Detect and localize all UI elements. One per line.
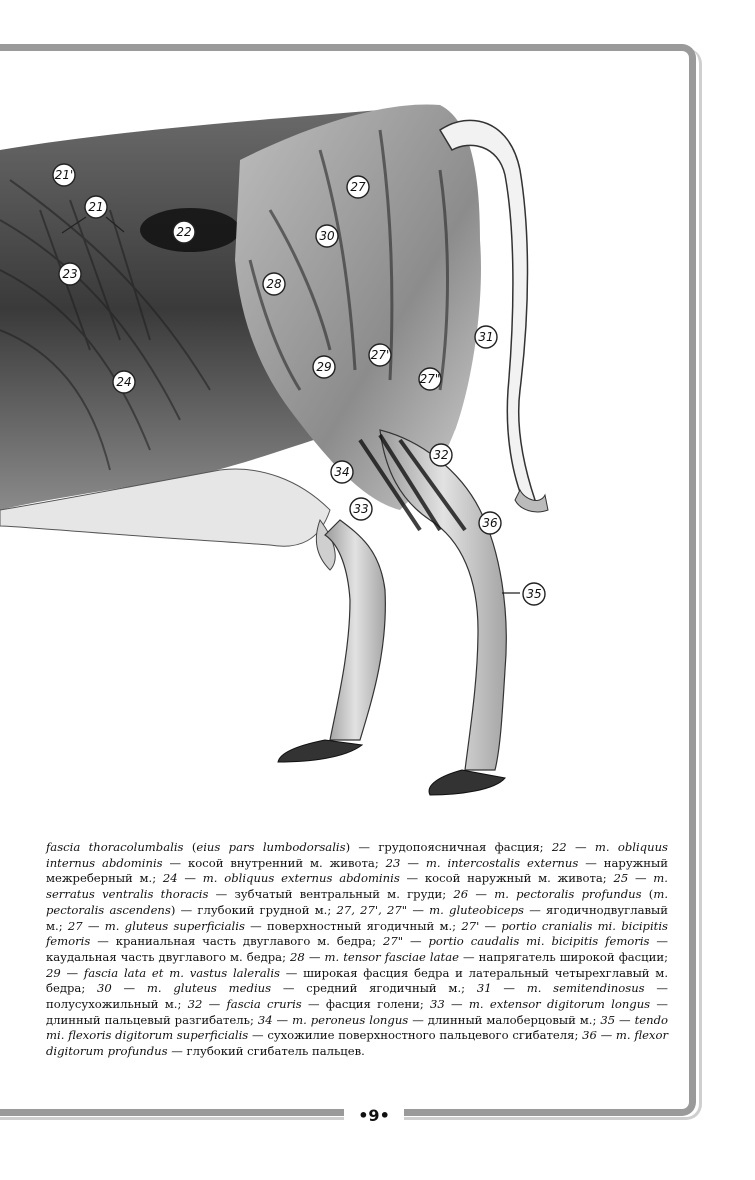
marker-33 xyxy=(350,498,372,520)
caption-latin-term: 30 — m. gluteus medius xyxy=(97,981,272,996)
marker-27-prime xyxy=(369,344,391,366)
caption-latin-term: 24 — m. obliquus externus abdominis xyxy=(162,871,400,886)
caption-latin-term: 31 — m. semitendinosus xyxy=(476,981,645,996)
caption-latin-term: 35 — tendo mi. flexoris digitorum superficialis xyxy=(46,1012,668,1043)
caption-latin-term: 27 — m. gluteus superficialis xyxy=(67,918,245,933)
caption-latin-term: 25 — m. serratus ventralis thoracis xyxy=(46,871,668,902)
caption-text: — зубчатый вентральный м. груди; xyxy=(208,887,454,902)
svg-text:29: 29 xyxy=(316,360,332,374)
svg-text:28: 28 xyxy=(266,277,282,291)
cow-muscle-illustration xyxy=(0,90,700,830)
caption-latin-term: 34 — m. peroneus longus xyxy=(257,1012,409,1027)
marker-24 xyxy=(113,371,135,393)
marker-31 xyxy=(475,326,497,348)
marker-27 xyxy=(347,176,369,198)
caption-latin-term: 26 — m. pectoralis profundus xyxy=(453,887,642,902)
marker-28 xyxy=(263,273,285,295)
caption-latin-term: 33 — m. extensor digitorum longus xyxy=(430,997,651,1012)
figure-caption xyxy=(46,840,668,1060)
caption-latin-term: 36 — m. flexor digitorum profundus xyxy=(46,1028,668,1059)
caption-text: — сухожилие поверхностного пальцевого сгибателя; xyxy=(248,1028,583,1043)
page-number: •9• xyxy=(344,1104,404,1128)
marker-27-double-prime xyxy=(419,368,441,390)
caption-latin-term: 27, 27', 27" — m. gluteobiceps xyxy=(336,902,525,917)
marker-21-prime xyxy=(53,164,75,186)
caption-latin-term: 28 — m. tensor fasciae latae xyxy=(290,949,459,964)
caption-text: ( xyxy=(641,887,654,902)
caption-text: — фасция голени; xyxy=(301,997,431,1012)
svg-text:21: 21 xyxy=(88,200,104,214)
svg-text:33: 33 xyxy=(353,502,369,516)
hind-hoof xyxy=(429,770,505,795)
svg-text:27": 27" xyxy=(419,372,441,386)
marker-32 xyxy=(430,444,452,466)
caption-text: ) — грудопоясничная фасция; xyxy=(345,840,552,854)
marker-35 xyxy=(523,583,545,605)
marker-21 xyxy=(85,196,107,218)
marker-36 xyxy=(479,512,501,534)
caption-text: — напрягатель широкой фасции; xyxy=(458,949,668,964)
svg-text:31: 31 xyxy=(478,330,494,344)
marker-22 xyxy=(173,221,195,243)
caption-latin-term: 27' — portio cranialis mi. bicipitis femoris xyxy=(46,918,668,949)
marker-30 xyxy=(316,225,338,247)
svg-text:34: 34 xyxy=(334,465,350,479)
svg-text:23: 23 xyxy=(62,267,78,281)
svg-text:21': 21' xyxy=(54,168,74,182)
caption-text: — полусухожильный м.; xyxy=(46,981,668,1012)
caption-text: — широкая фасция бедра и латеральный четырехглавый м. бедра; xyxy=(46,965,669,996)
caption-latin-term: eius pars lumbodorsalis xyxy=(196,840,346,854)
caption-text: — длинный малоберцовый м.; xyxy=(408,1012,601,1027)
caption-text: — ягодичнодвуглавый м.; xyxy=(46,902,668,933)
caption-text: — глубокий сгибатель пальцев. xyxy=(167,1044,365,1059)
svg-text:36: 36 xyxy=(482,516,498,530)
caption-text: — косой внутренний м. живота; xyxy=(162,855,386,870)
caption-latin-term: fascia thoracolumbalis xyxy=(46,840,184,854)
svg-text:32: 32 xyxy=(433,448,449,462)
svg-text:24: 24 xyxy=(116,375,132,389)
front-hoof xyxy=(278,740,362,762)
caption-text: — краниальная часть двуглавого м. бедра; xyxy=(90,934,383,949)
svg-text:30: 30 xyxy=(319,229,335,243)
svg-text:22: 22 xyxy=(176,225,192,239)
caption-text: — длинный пальцевый разгибатель; xyxy=(46,997,669,1027)
caption-text: — косой наружный м. живота; xyxy=(399,871,614,886)
caption-text: ( xyxy=(183,840,197,854)
caption-text: — каудальная часть двуглавого м. бедра; xyxy=(46,934,669,964)
marker-34 xyxy=(331,461,353,483)
svg-text:27: 27 xyxy=(350,180,366,194)
caption-latin-term: m. pectoralis ascendens xyxy=(46,887,669,917)
caption-latin-term: 29 — fascia lata et m. vastus laleralis xyxy=(46,965,280,980)
caption-text: — средний ягодичный м.; xyxy=(271,981,477,996)
caption-text: ) — глубокий грудной м.; xyxy=(170,902,337,917)
svg-text:35: 35 xyxy=(526,587,542,601)
caption-latin-term: 22 — m. obliquus internus abdominis xyxy=(46,840,668,870)
marker-23 xyxy=(59,263,81,285)
caption-latin-term: 27" — portio caudalis mi. bicipitis femoris xyxy=(383,934,650,949)
caption-text: — наружный межреберный м.; xyxy=(46,855,668,886)
svg-text:27': 27' xyxy=(370,348,390,362)
caption-text: — поверхностный ягодичный м.; xyxy=(244,918,462,933)
caption-latin-term: 32 — fascia cruris xyxy=(187,997,302,1012)
marker-29 xyxy=(313,356,335,378)
hind-leg xyxy=(380,430,506,770)
caption-latin-term: 23 — m. intercostalis externus xyxy=(385,855,579,870)
